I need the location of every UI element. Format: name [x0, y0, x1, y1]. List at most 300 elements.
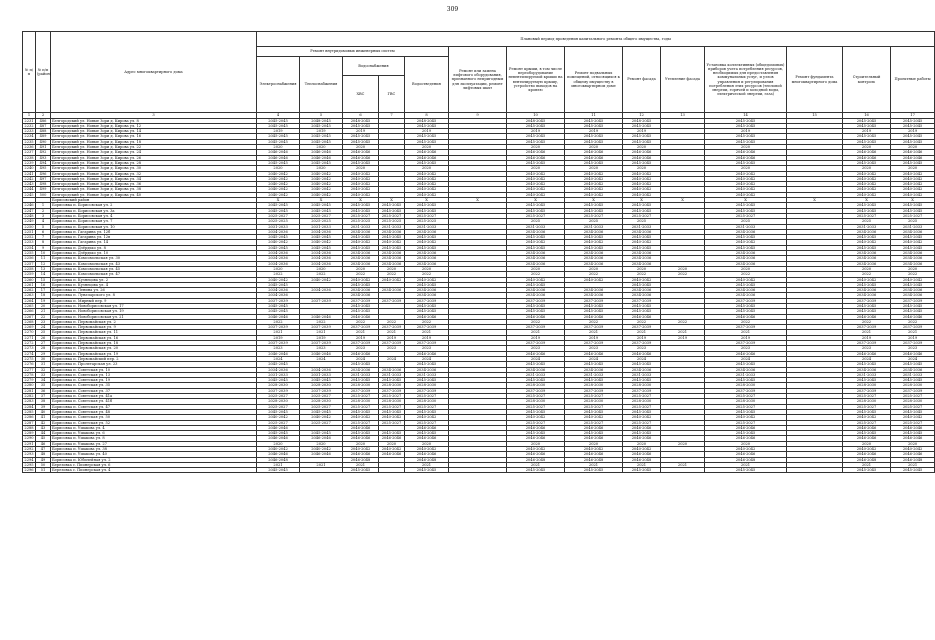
- table-cell: 2045-2045: [843, 468, 891, 473]
- address-cell: Борисовка п. Первомайская ул. 20: [51, 346, 257, 351]
- table-cell: 2046-2046: [257, 314, 300, 319]
- address-cell: Борисовский район: [51, 198, 257, 203]
- table-cell: 2046-2046: [565, 155, 623, 160]
- table-cell: 2045-2045: [623, 203, 661, 208]
- table-cell: 13: [36, 266, 51, 271]
- table-cell: 2045-2045: [507, 160, 565, 165]
- address-cell: Борисовка п. Советская ул. 41а: [51, 394, 257, 399]
- table-cell: 29: [36, 351, 51, 356]
- table-cell: 2048-2045: [343, 118, 379, 123]
- table-cell: 2045-2045: [257, 468, 300, 473]
- table-cell: 2251: [24, 229, 34, 234]
- table-cell: 2020: [623, 266, 661, 271]
- table-cell: 2232: [24, 123, 34, 128]
- table-cell: 2034-2036: [257, 288, 300, 293]
- table-cell: 2045-2045: [257, 235, 300, 240]
- table-cell: 2045-2045: [257, 118, 300, 123]
- address-cell: Борисовка п. Гагарина ул. 12в: [51, 235, 257, 240]
- column-number: 7: [379, 113, 405, 119]
- table-cell: 2025: [843, 219, 891, 224]
- table-cell: 2045-2045: [705, 378, 787, 383]
- table-cell: 2271: [24, 335, 34, 340]
- table-cell: 2025-2027: [507, 420, 565, 425]
- table-cell: 2040-2042: [565, 187, 623, 192]
- table-cell: 2045-2045: [705, 409, 787, 414]
- header-num: № п/п: [23, 32, 36, 113]
- address-cell: Белгородский ул. Новые Зори д. Кирова ул. 14: [51, 129, 257, 134]
- table-cell: 2034-2036: [300, 288, 343, 293]
- table-cell: 2045-2045: [891, 235, 935, 240]
- table-cell: 2021: [257, 330, 300, 335]
- table-cell: 2020: [343, 166, 379, 171]
- table-cell: 5: [36, 224, 51, 229]
- table-cell: X: [705, 198, 787, 203]
- table-cell: 2296: [24, 468, 34, 473]
- table-cell: 2045-2045: [507, 409, 565, 414]
- table-cell: 2046-2046: [405, 436, 449, 441]
- table-cell: 2040-2042: [891, 182, 935, 187]
- table-cell: 2255: [24, 251, 34, 256]
- table-cell: 2045-2045: [257, 362, 300, 367]
- table-cell: 2045-2045: [405, 409, 449, 414]
- table-cell: 2040-2042: [891, 192, 935, 197]
- table-cell: 2034-2036: [379, 367, 405, 372]
- table-cell: 2028-2030: [843, 383, 891, 388]
- table-cell: 2040-2042: [507, 277, 565, 282]
- address-cell: Белгородский ул. Новые Зори д. Кирова ул. 32: [51, 171, 257, 176]
- table-cell: 2040-2042: [257, 277, 300, 282]
- table-cell: 49: [36, 457, 51, 462]
- table-cell: 499: [36, 187, 51, 192]
- table-cell: 2040-2042: [565, 277, 623, 282]
- table-cell: 2020: [300, 166, 343, 171]
- table-cell: 2045-2045: [705, 203, 787, 208]
- table-cell: 2040-2042: [705, 240, 787, 245]
- table-cell: 2040-2042: [379, 447, 405, 452]
- table-cell: 2257: [24, 261, 34, 266]
- table-cell: 2046-2046: [565, 351, 623, 356]
- table-cell: 2020: [843, 441, 891, 446]
- table-cell: 2040-2042: [405, 171, 449, 176]
- table-cell: 2031-2033: [257, 224, 300, 229]
- table-cell: 2034-2036: [379, 261, 405, 266]
- table-cell: 2264: [24, 298, 34, 303]
- table-cell: 3: [36, 213, 51, 218]
- table-cell: 2046-2046: [623, 425, 661, 430]
- table-cell: 48: [36, 452, 51, 457]
- table-cell: 2034-2036: [891, 293, 935, 298]
- table-cell: 2246: [24, 203, 34, 208]
- table-cell: 14: [36, 272, 51, 277]
- table-cell: 2028-2030: [379, 399, 405, 404]
- table-cell: 2239: [24, 160, 34, 165]
- table-cell: X: [405, 198, 449, 203]
- table-cell: 2037-2039: [891, 341, 935, 346]
- table-cell: 2020: [843, 145, 891, 150]
- table-cell: 2046-2046: [300, 155, 343, 160]
- table-cell: 2040-2042: [705, 176, 787, 181]
- table-cell: 2263: [24, 293, 34, 298]
- table-cell: 2025-2027: [300, 404, 343, 409]
- table-cell: 2022: [565, 272, 623, 277]
- table-cell: 2034-2036: [843, 261, 891, 266]
- column-number: 11: [565, 113, 623, 119]
- table-cell: 2022: [300, 319, 343, 324]
- page-number: 309: [446, 6, 459, 13]
- table-cell: 2019: [507, 335, 565, 340]
- table-cell: 2046-2046: [300, 314, 343, 319]
- table-cell: 2046-2046: [891, 425, 935, 430]
- table-cell: 2025-2025: [379, 219, 405, 224]
- table-cell: 2031-2033: [507, 224, 565, 229]
- table-cell: 486: [36, 118, 51, 123]
- table-cell: 2040-2042: [507, 192, 565, 197]
- table-cell: 20: [36, 303, 51, 308]
- table-cell: 2019: [405, 335, 449, 340]
- address-cell: Борисовка п. Новоборисовская ул. 21: [51, 314, 257, 319]
- address-cell: Борисовка п. Борисовская ул. 7: [51, 219, 257, 224]
- table-cell: 2020: [565, 145, 623, 150]
- table-cell: 2045-2045: [343, 245, 379, 250]
- table-cell: 2025-2027: [379, 394, 405, 399]
- header-internal-systems: Ремонт внутридомовых инженерных систем: [257, 47, 449, 57]
- table-cell: 34: [36, 378, 51, 383]
- table-cell: 2045-2045: [891, 123, 935, 128]
- table-cell: 2252: [24, 235, 34, 240]
- table-cell: 2045-2045: [379, 378, 405, 383]
- table-cell: 2045-2045: [507, 203, 565, 208]
- table-cell: 2028-2030: [507, 383, 565, 388]
- table-cell: 2046-2046: [565, 314, 623, 319]
- table-cell: 2040-2042: [507, 187, 565, 192]
- table-cell: 24: [36, 325, 51, 330]
- address-cell: Борисовка п. Советская ул. 10: [51, 367, 257, 372]
- table-cell: 2019: [343, 335, 379, 340]
- table-cell: 2019: [705, 129, 787, 134]
- address-cell: Борисовка п. Мирный пер. 9: [51, 298, 257, 303]
- table-cell: 2025-2027: [300, 420, 343, 425]
- table-cell: 2045-2045: [843, 235, 891, 240]
- table-cell: 2024: [843, 356, 891, 361]
- table-cell: 2019: [565, 129, 623, 134]
- table-cell: 2037-2039: [343, 298, 379, 303]
- table-cell: 2024: [300, 356, 343, 361]
- table-cell: 2022: [661, 272, 705, 277]
- table-cell: 2025-2027: [891, 394, 935, 399]
- table-cell: 2040-2042: [891, 415, 935, 420]
- table-cell: 2046-2046: [405, 452, 449, 457]
- table-cell: 2046-2048: [843, 457, 891, 462]
- table-cell: 2025-2027: [257, 420, 300, 425]
- table-cell: 2025-2025: [343, 219, 379, 224]
- table-cell: 2040-2042: [891, 171, 935, 176]
- table-cell: 39: [36, 404, 51, 409]
- table-cell: 2034-2036: [843, 256, 891, 261]
- table-cell: 2260: [24, 277, 34, 282]
- table-cell: 2040-2042: [891, 447, 935, 452]
- header-water: Водоснабжения: [343, 57, 404, 76]
- address-cell: Борисовка п. Первомайская ул. 2: [51, 319, 257, 324]
- table-cell: 2261: [24, 282, 34, 287]
- table-cell: 2034-2036: [623, 261, 661, 266]
- table-cell: 2028-2030: [343, 399, 379, 404]
- table-cell: 2021: [843, 462, 891, 467]
- table-cell: 2034-2036: [705, 367, 787, 372]
- table-cell: 46: [36, 441, 51, 446]
- table-cell: X: [787, 198, 843, 203]
- table-cell: 2045-2045: [507, 245, 565, 250]
- table-cell: 2025-2027: [343, 404, 379, 409]
- table-cell: 2040-2042: [891, 277, 935, 282]
- table-cell: 2034-2036: [405, 229, 449, 234]
- address-cell: Борисовка п. Ленина ул. 26: [51, 288, 257, 293]
- table-cell: 2025-2027: [891, 420, 935, 425]
- table-cell: 2046-2046: [705, 436, 787, 441]
- table-cell: 490: [36, 139, 51, 144]
- table-cell: 2045-2045: [300, 203, 343, 208]
- table-cell: 2025-2027: [705, 213, 787, 218]
- table-cell: 2037-2039: [843, 388, 891, 393]
- table-cell: 2021: [343, 462, 379, 467]
- table-cell: 2037-2039: [565, 388, 623, 393]
- address-cell: Борисовка п. Советская ул. 13: [51, 372, 257, 377]
- table-cell: 2045-2045: [507, 235, 565, 240]
- table-cell: 2040-2042: [565, 192, 623, 197]
- table-cell: 2045-2045: [843, 134, 891, 139]
- table-cell: 2040-2042: [623, 171, 661, 176]
- column-number: 3: [51, 113, 257, 119]
- table-cell: X: [300, 198, 343, 203]
- table-cell: 2019: [623, 335, 661, 340]
- table-cell: 2040-2042: [300, 415, 343, 420]
- table-cell: 2046-2048: [343, 457, 379, 462]
- table-cell: 2022: [891, 319, 935, 324]
- table-cell: 1: [36, 203, 51, 208]
- table-cell: 2034-2036: [379, 251, 405, 256]
- table-cell: 2045-2045: [843, 409, 891, 414]
- table-cell: 2045-2045: [705, 303, 787, 308]
- address-cell: Борисовка п. Борисовская ул. 2: [51, 203, 257, 208]
- table-cell: 2028-2030: [507, 399, 565, 404]
- table-cell: 2046-2046: [405, 314, 449, 319]
- table-cell: 2034-2036: [705, 293, 787, 298]
- table-cell: 2040-2042: [507, 171, 565, 176]
- table-cell: 2040-2042: [507, 240, 565, 245]
- table-cell: 2046-2046: [705, 425, 787, 430]
- table-cell: 2025-2027: [257, 404, 300, 409]
- table-cell: 2025-2027: [623, 394, 661, 399]
- table-cell: 2040-2042: [843, 447, 891, 452]
- table-cell: 2040-2042: [343, 187, 379, 192]
- table-cell: 2022: [405, 272, 449, 277]
- table-cell: 2045-2045: [623, 431, 661, 436]
- header-roof: Ремонт крыши, в том числе переоборудование невентилируемой крыши на вентилируемую крышу, устройство выходов на кровлю: [507, 47, 565, 113]
- table-cell: 2028-2030: [565, 399, 623, 404]
- table-cell: 2034-2036: [565, 367, 623, 372]
- table-cell: 2046-2046: [507, 425, 565, 430]
- table-cell: [449, 468, 507, 473]
- address-cell: Борисовка п. Советская ул. 50: [51, 415, 257, 420]
- table-cell: 2045-2045: [343, 123, 379, 128]
- table-cell: 2034-2036: [257, 367, 300, 372]
- table-cell: 2046-2046: [257, 150, 300, 155]
- table-cell: 2034-2036: [257, 293, 300, 298]
- table-cell: 2025-2027: [565, 404, 623, 409]
- table-cell: 2046-2046: [705, 155, 787, 160]
- table-cell: 2034-2036: [623, 288, 661, 293]
- table-cell: 36: [36, 388, 51, 393]
- address-cell: Борисовка п. Первомайская ул. 19: [51, 351, 257, 356]
- table-cell: 2045-2045: [623, 468, 661, 473]
- table-cell: 2273: [24, 346, 34, 351]
- table-cell: 2045-2045: [507, 431, 565, 436]
- table-cell: 2024: [257, 356, 300, 361]
- table-cell: 2045-2045: [623, 235, 661, 240]
- table-cell: 2019: [661, 335, 705, 340]
- table-cell: 2020: [343, 441, 379, 446]
- table-cell: 492: [36, 150, 51, 155]
- address-cell: Борисовка п. Новоборисовская ул. 19: [51, 309, 257, 314]
- table-cell: 2045-2045: [565, 160, 623, 165]
- table-cell: 2037-2039: [623, 341, 661, 346]
- table-cell: 2238: [24, 155, 34, 160]
- table-cell: 2040-2042: [257, 187, 300, 192]
- table-cell: 2031-2033: [379, 372, 405, 377]
- table-cell: 2034-2036: [379, 288, 405, 293]
- header-drain: Водоотведения: [405, 57, 449, 113]
- table-cell: 2045-2045: [565, 245, 623, 250]
- table-cell: X: [257, 198, 300, 203]
- table-cell: 2037-2039: [705, 298, 787, 303]
- table-cell: 2037-2039: [623, 298, 661, 303]
- table-cell: 491: [36, 145, 51, 150]
- table-cell: 2045-2045: [379, 431, 405, 436]
- table-cell: 2034-2036: [343, 229, 379, 234]
- table-cell: 2037-2039: [405, 388, 449, 393]
- address-cell: Борисовка п. Борисовская ул. 10: [51, 224, 257, 229]
- header-address: Адрес многоквартирного дома: [51, 32, 257, 113]
- table-cell: 2259: [24, 272, 34, 277]
- table-cell: 8: [36, 240, 51, 245]
- header-num-district: № п/п (район): [36, 32, 51, 113]
- table-cell: 2034-2036: [379, 256, 405, 261]
- table-cell: X: [623, 198, 661, 203]
- table-cell: [300, 468, 343, 473]
- table-cell: 2025-2027: [507, 394, 565, 399]
- table-cell: 2028-2030: [257, 399, 300, 404]
- table-cell: 2020: [405, 266, 449, 271]
- table-cell: 2045-2045: [507, 139, 565, 144]
- table-cell: 2045-2045: [565, 431, 623, 436]
- table-cell: 2285: [24, 409, 34, 414]
- table-cell: 2045-2045: [623, 139, 661, 144]
- table-cell: 2023: [843, 346, 891, 351]
- table-cell: 2045-2045: [257, 160, 300, 165]
- table-cell: 2046-2046: [405, 351, 449, 356]
- table-cell: 2045-2045: [257, 134, 300, 139]
- table-cell: 2045-2045: [405, 160, 449, 165]
- table-cell: 2025: [891, 219, 935, 224]
- table-cell: 2021: [705, 330, 787, 335]
- table-cell: 2040-2042: [300, 182, 343, 187]
- table-cell: 2045-2045: [257, 309, 300, 314]
- table-cell: 2045-2045: [405, 139, 449, 144]
- table-cell: 2019: [891, 335, 935, 340]
- table-cell: 2040-2042: [843, 277, 891, 282]
- table-cell: 2046-2046: [891, 351, 935, 356]
- table-cell: 2045-2045: [565, 378, 623, 383]
- address-cell: Белгородский ул. Новые Зори д. Кирова ул. 26: [51, 155, 257, 160]
- table-cell: 2045-2045: [843, 431, 891, 436]
- table-cell: 2045-2045: [843, 303, 891, 308]
- table-cell: 2040-2042: [705, 192, 787, 197]
- table-cell: 2046-2046: [891, 314, 935, 319]
- table-cell: 2040-2042: [379, 277, 405, 282]
- table-cell: 2024: [565, 356, 623, 361]
- address-cell: Борисовка п. Советская ул. 37: [51, 388, 257, 393]
- table-cell: 2045-2045: [300, 431, 343, 436]
- table-cell: 2250: [24, 224, 34, 229]
- table-cell: 2037-2039: [705, 325, 787, 330]
- table-cell: 2031-2033: [891, 372, 935, 377]
- table-cell: 2046-2048: [257, 457, 300, 462]
- table-cell: 2028-2030: [405, 383, 449, 388]
- table-cell: 2022: [705, 272, 787, 277]
- address-cell: Борисовка п. Первомайская ул. 11: [51, 330, 257, 335]
- header-design-work: Проектные работы: [891, 47, 935, 113]
- table-cell: 2031-2033: [565, 372, 623, 377]
- table-cell: 2034-2036: [507, 256, 565, 261]
- table-cell: 2046-2046: [257, 425, 300, 430]
- table-cell: 2025-2025: [405, 219, 449, 224]
- table-cell: 2037-2039: [300, 341, 343, 346]
- address-cell: Борисовка п. Гагарина ул. 12б: [51, 229, 257, 234]
- table-cell: 2046-2046: [343, 452, 379, 457]
- table-cell: 2045-2045: [257, 431, 300, 436]
- table-cell: 2025: [565, 219, 623, 224]
- table-cell: 2045-2045: [705, 118, 787, 123]
- table-cell: 2040-2042: [379, 240, 405, 245]
- table-cell: 2040-2042: [507, 182, 565, 187]
- table-cell: 2025-2027: [565, 420, 623, 425]
- table-cell: 2037-2039: [405, 325, 449, 330]
- table-cell: 2045-2045: [507, 362, 565, 367]
- table-cell: 2034-2036: [257, 261, 300, 266]
- table-cell: 2025-2027: [405, 420, 449, 425]
- table-cell: 2045-2045: [405, 309, 449, 314]
- table-cell: 2040-2042: [705, 171, 787, 176]
- table-cell: 2034-2036: [705, 261, 787, 266]
- table-cell: 2046-2046: [257, 452, 300, 457]
- table-cell: 2040-2042: [343, 240, 379, 245]
- table-cell: 2236: [24, 145, 34, 150]
- table-cell: 2034-2036: [343, 293, 379, 298]
- table-cell: 2048-2045: [507, 118, 565, 123]
- table-cell: 2025-2027: [565, 394, 623, 399]
- table-cell: 2287: [24, 420, 34, 425]
- table-cell: 2046-2046: [891, 155, 935, 160]
- table-cell: 2045-2045: [507, 468, 565, 473]
- table-cell: 2046-2046: [300, 351, 343, 356]
- address-cell: Белгородский ул. Новые Зори д. Кирова ул. 24: [51, 150, 257, 155]
- table-cell: 2021: [843, 330, 891, 335]
- table-cell: 2045-2045: [257, 378, 300, 383]
- table-cell: 2028-2030: [623, 399, 661, 404]
- table-cell: 38: [36, 399, 51, 404]
- table-cell: 2046-2048: [705, 457, 787, 462]
- table-cell: 2045-2045: [623, 245, 661, 250]
- table-cell: 2025-2027: [300, 213, 343, 218]
